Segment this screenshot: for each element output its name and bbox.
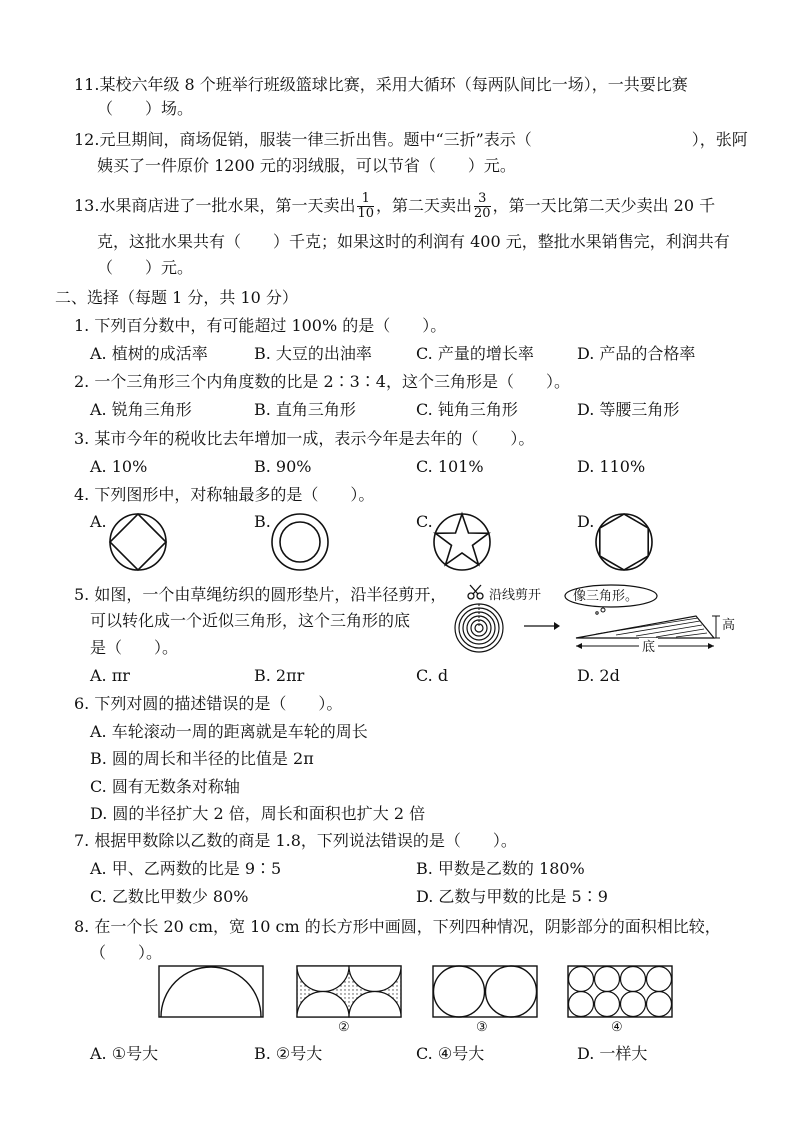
- q13-text-3: ，第一天比第二天少卖出 20 千: [492, 196, 716, 215]
- q6-option-c[interactable]: C. 圆有无数条对称轴: [90, 777, 240, 796]
- q7-option-a[interactable]: A. 甲、乙两数的比是 9∶5: [90, 859, 282, 878]
- q11-line2: （ ）场。: [97, 99, 194, 118]
- q4-option-a[interactable]: A.: [90, 512, 107, 531]
- rope-mat-figure: [453, 602, 505, 654]
- q6-option-d[interactable]: D. 圆的半径扩大 2 倍，周长和面积也扩大 2 倍: [90, 804, 426, 823]
- circle-with-hexagon-figure: [594, 512, 654, 572]
- q11-line1: 11.某校六年级 8 个班举行班级篮球比赛，采用大循环（每两队间比一场），一共要比赛: [74, 75, 688, 94]
- q3-option-c[interactable]: C. 101%: [416, 457, 484, 476]
- base-label: 底: [639, 638, 658, 658]
- q4-option-d[interactable]: D.: [577, 512, 595, 531]
- q13-line3: （ ）元。: [97, 258, 194, 277]
- q3-option-d[interactable]: D. 110%: [577, 457, 646, 476]
- q5-line1: 5. 如图，一个由草绳纺织的圆形垫片，沿半径剪开，: [74, 585, 447, 604]
- figure-4-label: ④: [611, 1020, 623, 1035]
- rectangle-with-two-circles-figure: [432, 965, 538, 1018]
- q8-line2: （ ）。: [90, 943, 163, 962]
- q13-text-1: 13.水果商店进了一批水果，第一天卖出: [74, 196, 356, 215]
- q6-option-b[interactable]: B. 圆的周长和半径的比值是 2π: [90, 749, 314, 768]
- q2-option-c[interactable]: C. 钝角三角形: [416, 400, 518, 419]
- figure-3-label: ③: [476, 1020, 488, 1035]
- q3-option-a[interactable]: A. 10%: [90, 457, 148, 476]
- right-arrow-icon: [524, 621, 560, 631]
- q5-option-d[interactable]: D. 2d: [577, 666, 620, 685]
- q12-line2: 姨买了一件原价 1200 元的羽绒服，可以节省（ ）元。: [97, 156, 516, 175]
- q1-option-c[interactable]: C. 产量的增长率: [416, 344, 534, 363]
- q7-option-b[interactable]: B. 甲数是乙数的 180%: [416, 859, 585, 878]
- q2-stem: 2. 一个三角形三个内角度数的比是 2∶3∶4，这个三角形是（ ）。: [74, 372, 570, 391]
- looks-like-triangle-label: 像三角形。: [573, 589, 639, 604]
- rectangle-with-eight-circles-figure: [567, 965, 673, 1018]
- fraction-three-twentieths: $\frac{3}{20}$: [474, 191, 491, 221]
- q7-stem: 7. 根据甲数除以乙数的商是 1.8，下列说法错误的是（ ）。: [74, 831, 517, 850]
- q13-line1: [74, 192, 715, 221]
- q2-option-a[interactable]: A. 锐角三角形: [90, 400, 192, 419]
- section2-title: 二、选择（每题 1 分，共 10 分）: [55, 288, 298, 307]
- q3-stem: 3. 某市今年的税收比去年增加一成，表示今年是去年的（ ）。: [74, 429, 535, 448]
- q7-option-d[interactable]: D. 乙数与甲数的比是 5∶9: [416, 887, 608, 906]
- q13-text-2: ，第二天卖出: [376, 196, 473, 215]
- q8-option-d[interactable]: D. 一样大: [577, 1044, 648, 1063]
- q2-option-d[interactable]: D. 等腰三角形: [577, 400, 680, 419]
- q4-option-c[interactable]: C.: [416, 512, 433, 531]
- figure-2-label: ②: [338, 1020, 350, 1035]
- q1-option-b[interactable]: B. 大豆的出油率: [254, 344, 372, 363]
- q5-option-b[interactable]: B. 2πr: [254, 666, 305, 685]
- q7-option-c[interactable]: C. 乙数比甲数少 80%: [90, 887, 249, 906]
- rectangle-with-four-semicircles-figure: [296, 965, 402, 1018]
- circle-with-star-figure: [432, 512, 492, 572]
- q4-stem: 4. 下列图形中，对称轴最多的是（ ）。: [74, 485, 375, 504]
- q6-stem: 6. 下列对圆的描述错误的是（ ）。: [74, 694, 343, 713]
- q1-option-a[interactable]: A. 植树的成活率: [90, 344, 208, 363]
- q5-line3: 是（ ）。: [90, 638, 179, 657]
- q13-line2: 克，这批水果共有（ ）千克；如果这时的利润有 400 元，整批水果销售完，利润共有: [97, 232, 730, 251]
- q4-option-b[interactable]: B.: [254, 512, 271, 531]
- q8-line1: 8. 在一个长 20 cm，宽 10 cm 的长方形中画圆，下列四种情况，阴影部分的面积相比较，: [74, 917, 721, 936]
- q12-line1: 12.元旦期间，商场促销，服装一律三折出售。题中“三折”表示（ ），张阿: [74, 130, 748, 149]
- q8-option-a[interactable]: A. ①号大: [90, 1044, 159, 1063]
- q8-option-c[interactable]: C. ④号大: [416, 1044, 485, 1063]
- q1-stem: 1. 下列百分数中，有可能超过 100% 的是（ ）。: [74, 316, 447, 335]
- q8-option-b[interactable]: B. ②号大: [254, 1044, 323, 1063]
- height-label: 高: [722, 618, 736, 633]
- cut-along-line-label: 沿线剪开: [489, 588, 542, 603]
- fraction-one-tenth: $\frac{1}{10}$: [357, 191, 374, 221]
- rectangle-with-semicircle-figure: [158, 965, 264, 1018]
- q2-option-b[interactable]: B. 直角三角形: [254, 400, 356, 419]
- q3-option-b[interactable]: B. 90%: [254, 457, 312, 476]
- q5-option-c[interactable]: C. d: [416, 666, 449, 685]
- circle-with-inscribed-square-figure: [108, 512, 168, 572]
- scissors-icon: [466, 584, 486, 600]
- concentric-circles-figure: [270, 512, 330, 572]
- q6-option-a[interactable]: A. 车轮滚动一周的距离就是车轮的周长: [90, 722, 368, 741]
- q5-line2: 可以转化成一个近似三角形，这个三角形的底: [90, 611, 411, 630]
- q5-option-a[interactable]: A. πr: [90, 666, 130, 685]
- q1-option-d[interactable]: D. 产品的合格率: [577, 344, 696, 363]
